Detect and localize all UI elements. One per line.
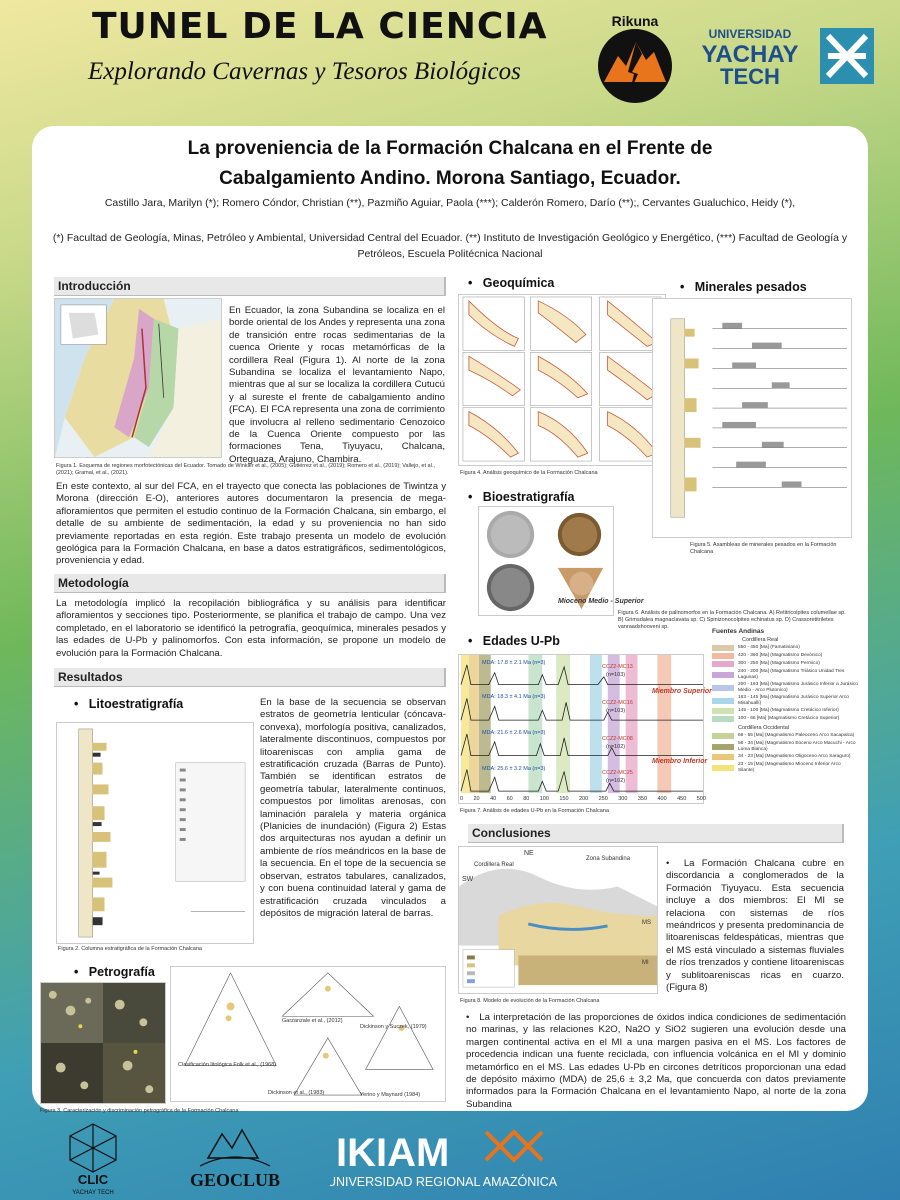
figure-3-ternary-diagrams bbox=[170, 966, 446, 1102]
legend-item bbox=[712, 716, 858, 722]
intro-heading: Introducción bbox=[54, 277, 446, 296]
legend-label: 420 - 360 [Ma] (Magmatismo Devónico) bbox=[738, 653, 823, 659]
member-superior-label: Miembro Superior bbox=[652, 688, 712, 695]
lito-heading-label: Litoestratigrafía bbox=[88, 697, 184, 711]
x-tick: 80 bbox=[523, 796, 530, 802]
x-tick: 250 bbox=[598, 796, 608, 802]
figure-1-caption: Figura 1. Esquema de regiones morfotectónicas del Ecuador. Tomado de Winkler et al., (2005); Gutiérrez et al., (2019); Romero et al., (2019); Vallejo, et al., (2021); Gramal, et al., (2021). bbox=[56, 463, 435, 476]
legend-label: 56 - 34 [Ma] (Magmatismo Eoceno Arco Macuchi - Arco Loma Blanca) bbox=[738, 741, 856, 752]
clic-logo-sub: YACHAY TECH bbox=[72, 1190, 114, 1196]
legend-swatch bbox=[712, 698, 734, 704]
conclusions-heading: Conclusiones bbox=[468, 824, 844, 843]
conclusions-bullet-1: • La Formación Chalcana cubre en discordancia a conglomerados de la Formación Tiyuyacu. Esta secuencia incluye a dos miembros: El MI se relaciona con sistemas de ríos meándricos y presenta predominancia de litoareniscas feldespáticas, mientras que el MS está vinculado a sistemas fluviales de ríos trenzados y contiene litoareniscas y sublitoareniscas ricas en cuarzo. (Figura 8) bbox=[666, 858, 844, 994]
x-tick: 100 bbox=[539, 796, 549, 802]
x-tick: 0 bbox=[460, 796, 464, 802]
legend-item bbox=[712, 653, 858, 659]
legend-swatch bbox=[712, 685, 734, 691]
upb-heading: • Edades U-Pb bbox=[468, 634, 560, 648]
petro-label-1: Garzanzale et al., (2012) bbox=[282, 1018, 343, 1024]
yachay-logo-line2: YACHAY bbox=[701, 41, 799, 68]
intro-text-1: En Ecuador, la zona Subandina se localiza en el borde oriental de los Andes y representa una zona de transición entre rocas sedimentarias de la cuenca Oriente y rocas metamórficas de la cordillera Real (Figura 1). Al norte de la zona Subandina se localiza el levantamiento Napo, mientras que al sur se localiza la cordillera Cutucú y al sureste el frente de cabalgamiento andino (FCA). El FCA representa una zona de corrimiento que involucra al relleno sedimentario Cenozoico de la Cuenca Oriente compuesto por las formaciones Tena, Tiyuyacu, Chalcana, Orteguaza, Arajuno, Chambira. bbox=[229, 305, 445, 465]
sources-legend-real-list bbox=[712, 645, 858, 722]
bio-heading: • Bioestratigrafía bbox=[468, 490, 575, 504]
clic-logo bbox=[58, 1120, 128, 1196]
legend-item bbox=[712, 754, 858, 760]
figure-4-geochem bbox=[458, 294, 666, 466]
yachay-logo bbox=[688, 24, 878, 88]
figure-2-caption: Figura 2. Columna estratigráfica de la Formación Chalcana bbox=[58, 946, 202, 952]
upb-sample-4-id: CCZ2-MC25 bbox=[602, 770, 633, 776]
sources-legend bbox=[712, 628, 858, 775]
sources-legend-occ-list bbox=[712, 733, 858, 773]
lito-heading: • Litoestratigrafía bbox=[74, 697, 184, 711]
legend-label: 100 - 66 [Ma] (Magmatismo Cretácico Superior) bbox=[738, 716, 840, 722]
x-tick: 60 bbox=[506, 796, 513, 802]
fig8-label-sw: SW bbox=[462, 876, 474, 883]
conclusions-text-1: La Formación Chalcana cubre en discordancia a conglomerados de la Formación Tiyuyacu. Esta secuencia incluye a dos miembros: El MI se relaciona con sistemas de ríos meándricos y presenta predominancia de litoareniscas feldespáticas, mientras que el MS está vinculado a sistemas fluviales de ríos trenzados y contiene litoareniscas y sublitoareniscas ricas en cuarzo. (Figura 8) bbox=[666, 858, 844, 994]
rikuna-logo-text: Rikuna bbox=[611, 13, 659, 29]
ikiam-logo bbox=[330, 1124, 560, 1194]
geoq-heading: • Geoquímica bbox=[468, 276, 555, 290]
banner-subtitle: Explorando Cavernas y Tesoros Biológicos bbox=[88, 58, 521, 85]
figure-6-caption: Figura 6. Análisis de palinomorfos en la Formación Chalcana. A) Retitricolpites columellae sp. B) Grimsdalea magnaclavata sp. C) Spinizonocolpites echinatus sp. D) Crassoretitriletes vanraadshooveni sp. bbox=[618, 610, 846, 630]
legend-swatch bbox=[712, 765, 734, 771]
figure-8-caption: Figura 8. Modelo de evolución de la Formación Chalcana bbox=[460, 998, 600, 1004]
methods-heading: Metodología bbox=[54, 574, 446, 593]
fig8-label-mi: MI bbox=[642, 960, 649, 966]
geoclub-logo-text: GEOCLUB bbox=[189, 1170, 281, 1190]
yachay-logo-line3: TECH bbox=[720, 64, 780, 88]
fig8-label-ms: MS bbox=[642, 920, 651, 926]
banner-title: TUNEL DE LA CIENCIA bbox=[92, 6, 548, 47]
petro-label-2: Dickinson y Suczek, (1979) bbox=[360, 1024, 427, 1030]
fig8-label-ne: NE bbox=[524, 850, 534, 857]
figure-7-caption: Figura 7. Análisis de edades U-Pb en la Formación Chalcana bbox=[460, 808, 609, 814]
x-tick: 450 bbox=[677, 796, 687, 802]
figure-3-thin-sections bbox=[40, 982, 166, 1104]
sources-legend-occ-title: Cordillera Occidental bbox=[738, 725, 790, 731]
petro-heading: • Petrografía bbox=[74, 965, 155, 979]
authors: Castillo Jara, Marilyn (*); Romero Cóndor, Christian (**), Pazmiño Aguiar, Paola (***); Calderón Romero, Darío (**);, Cervantes Gualuchico, Heidy (*), bbox=[104, 197, 796, 209]
sources-legend-title: Fuentes Andinas bbox=[712, 628, 765, 635]
geoq-heading-label: Geoquímica bbox=[482, 276, 555, 290]
x-tick: 400 bbox=[657, 796, 667, 802]
upb-sample-2-mda: MDA: 18.3 ± 4.1 Ma (n=3) bbox=[482, 694, 546, 700]
bio-label: Mioceno Medio - Superior bbox=[558, 598, 644, 605]
x-tick: 200 bbox=[579, 796, 589, 802]
clic-logo-text: CLIC bbox=[77, 1172, 109, 1187]
legend-swatch bbox=[712, 653, 734, 659]
lito-text: En la base de la secuencia se observan estratos de geometría lenticular (cóncava-convexa), morfología positiva, canalizados, lateralmente discontinuos, compuestos por litoareniscas con amplia gama de estratificación cruzada (Barras de Punto). También se identifican estratos de geometría tabular, lateralmente continuos, compuestos por limolitas arenosas, con laminación paralela y materia orgánica (Planicies de inundación) (Figura 2) Estas dos arquitecturas nos ayudan a definir un ambiente de ríos meándricos en la base de la secuencia. En el tope de la secuencia se observan, estratos tabulares, canalizados, y con buena continuidad lateral y gama de estratificación cruzada vinculados a depósitos de migración lateral de barras. bbox=[260, 697, 446, 919]
intro-text-2: En este contexto, al sur del FCA, en el trayecto que conecta las poblaciones de Tiwintza y Morona (dirección E-O), anteriores autores documentaron la presencia de mega-afloramientos que permiten el estudio continuo de la Formación Chalcana, sin embargo, el detalle de su ambiente de sedimentación, la edad y su proveniencia no han sido previamente reportadas en esta región. Este trabajo presenta un modelo de evolución geológica para la Formación Chalcana, en base a datos estratigráficos, sedimentológicos, proveniencia y edad. bbox=[56, 481, 446, 567]
ikiam-logo-sub: UNIVERSIDAD REGIONAL AMAZÓNICA bbox=[330, 1175, 558, 1189]
upb-sample-3-n: (n=102) bbox=[606, 744, 626, 750]
paper-title-line1: La proveniencia de la Formación Chalcana en el Frente de bbox=[187, 138, 713, 159]
legend-swatch bbox=[712, 672, 734, 678]
upb-sample-1-id: CCZ2-MC13 bbox=[602, 664, 633, 670]
x-tick: 20 bbox=[473, 796, 480, 802]
legend-label: 145 - 100 [Ma] (Magmatismo Cretácico Inferior) bbox=[738, 708, 839, 714]
figure-7-upb bbox=[458, 654, 704, 804]
x-tick: 350 bbox=[637, 796, 648, 802]
figure-2-column bbox=[56, 722, 254, 944]
legend-item bbox=[712, 669, 858, 680]
legend-item bbox=[712, 708, 858, 714]
paper-title-line2: Cabalgamiento Andino. Morona Santiago, Ecuador. bbox=[219, 168, 681, 189]
minerales-heading: • Minerales pesados bbox=[680, 280, 807, 294]
upb-sample-3-mda: MDA: 21.6 ± 2.6 Ma (n=3) bbox=[482, 730, 546, 736]
legend-item bbox=[712, 695, 858, 706]
geoclub-logo bbox=[170, 1118, 300, 1194]
legend-swatch bbox=[712, 733, 734, 739]
figure-5-caption: Figura 5. Asambleas de minerales pesados en la Formación Chalcana bbox=[690, 542, 837, 555]
legend-item bbox=[712, 645, 858, 651]
petro-heading-label: Petrografía bbox=[88, 965, 155, 979]
legend-swatch bbox=[712, 716, 734, 722]
legend-label: 300 - 250 [Ma] (Magmatismo Permico) bbox=[738, 661, 820, 667]
legend-swatch bbox=[712, 708, 734, 714]
upb-x-axis bbox=[460, 796, 706, 803]
legend-swatch bbox=[712, 661, 734, 667]
upb-sample-1-mda: MDA: 17.8 ± 2.1 Ma (n=3) bbox=[482, 660, 546, 666]
bio-heading-label: Bioestratigrafía bbox=[482, 490, 575, 504]
member-inferior-label: Miembro Inferior bbox=[652, 758, 708, 765]
upb-sample-2-n: (n=103) bbox=[606, 708, 626, 714]
legend-swatch bbox=[712, 645, 734, 651]
fig8-label-cordillera: Cordillera Real bbox=[474, 862, 514, 868]
figure-3-caption: Figura 3. Caracterización y discriminación petrográfica de la Formación Chalcana bbox=[40, 1108, 239, 1114]
conclusions-text-2: La interpretación de las proporciones de óxidos indica condiciones de sedimentación no marinas, y las relaciones K2O, Na2O y SiO2 sugieren una evolución desde una margen continental activa en el MI a una margen pasiva en el MS. Los factores de procedencia indican una fuente reciclada, con influencia volcánica en el MI y dominio metamórfico en el MS. Las edades U-Pb en circones detríticos proporcionan una edad de depósito máximo (MDA) de 25,6 ± 3,2 Ma, que concuerda con datos previamente informados para la Formación Chalcana en el levantamiento Napo, al norte de la zona Subandina bbox=[466, 1012, 846, 1110]
legend-label: 550 - 450 [Ma] (Famatiniano) bbox=[738, 645, 800, 651]
upb-sample-3-id: CCZ2-MC08 bbox=[602, 736, 633, 742]
upb-sample-4-mda: MDA: 25.6 ± 3.2 Ma (n=3) bbox=[482, 766, 546, 772]
legend-label: 163 - 145 [Ma] (Magmatismo Jurásico Superior Arco Misahuallí) bbox=[738, 695, 849, 706]
upb-sample-4-n: (n=102) bbox=[606, 778, 626, 784]
legend-label: 66 - 55 [Ma] (Magmatismo Paleoceno Arco Sacapalca) bbox=[738, 733, 855, 739]
yachay-logo-line1: UNIVERSIDAD bbox=[708, 27, 792, 41]
petro-label-4: Dickinson et al., (1983) bbox=[268, 1090, 325, 1096]
minerales-heading-label: Minerales pesados bbox=[694, 280, 807, 294]
ikiam-logo-text: IKIAM bbox=[336, 1131, 450, 1175]
x-tick: 300 bbox=[618, 796, 628, 802]
x-tick: 150 bbox=[559, 796, 569, 802]
x-tick: 500 bbox=[696, 796, 706, 802]
x-tick: 40 bbox=[490, 796, 497, 802]
upb-heading-label: Edades U-Pb bbox=[482, 634, 560, 648]
petro-label-5: Yerino y Maynard (1984) bbox=[360, 1092, 421, 1098]
legend-swatch bbox=[712, 744, 734, 750]
fig8-label-zona: Zona Subandina bbox=[586, 856, 631, 862]
conclusions-bullet-2: • La interpretación de las proporciones de óxidos indica condiciones de sedimentación no marinas, y las relaciones K2O, Na2O y SiO2 sugieren una evolución desde una margen continental activa en el MI a una margen pasiva en el MS. Los factores de procedencia indican una fuente reciclada, con influencia volcánica en el MI y dominio metamórfico en el MS. Las edades U-Pb en circones detríticos proporcionan una edad de depósito máximo (MDA) de 25,6 ± 3,2 Ma, que concuerda con datos previamente informados para la Formación Chalcana en el levantamiento Napo, al norte de la zona Subandina bbox=[466, 1012, 846, 1110]
legend-item bbox=[712, 661, 858, 667]
legend-label: 200 - 163 [Ma] (Magmatismo Jurásico Inferior a Jurásico Medio - Arco Plutonico) bbox=[738, 682, 858, 693]
legend-item bbox=[712, 762, 858, 773]
legend-item bbox=[712, 733, 858, 739]
legend-item bbox=[712, 741, 858, 752]
figure-4-caption: Figura 4. Análisis geoquímico de la Formación Chalcana bbox=[460, 470, 598, 476]
legend-label: 23 - 15 [Ma] (Magmatismo Mioceno Inferior Arco Silante) bbox=[738, 762, 841, 773]
rikuna-logo bbox=[596, 12, 674, 108]
figure-5-heavy-minerals bbox=[652, 298, 852, 538]
legend-swatch bbox=[712, 754, 734, 760]
methods-text: La metodología implicó la recopilación bibliográfica y su análisis para identificar afloramientos y secciones tipo. Posteriormente, se planifica el trabajo de campo. Una vez completado, en el laboratorio se identificó la petrografía, geoquímica, minerales pesados y las edades de U-Pb y palinomorfos. Con esta información, se propone un modelo de evolución para la Formación Chalcana. bbox=[56, 598, 446, 659]
results-heading: Resultados bbox=[54, 668, 446, 687]
legend-item bbox=[712, 682, 858, 693]
legend-label: 34 - 23 [Ma] (Magmatismo Oligoceno Arco Saraguro) bbox=[738, 754, 851, 760]
affiliations: (*) Facultad de Geología, Minas, Petróleo y Ambiental, Universidad Central del Ecuador. (**) Instituto de Investigación Geológico y Energético, (***) Facultad de Geología y Petróleos, Escuela Politécnica Nacional bbox=[52, 232, 848, 260]
upb-sample-2-id: CCZ2-MC16 bbox=[602, 700, 633, 706]
figure-1-map bbox=[54, 298, 222, 458]
petro-label-3: Clasificación litológica Folk et al., (1968) bbox=[178, 1062, 277, 1068]
sources-legend-real-title: Cordillera Real bbox=[742, 637, 779, 643]
upb-sample-1-n: (n=103) bbox=[606, 672, 626, 678]
legend-label: 240 - 200 [Ma] (Magmatismo Triásico Unidad Tres Lagunas) bbox=[738, 669, 845, 680]
